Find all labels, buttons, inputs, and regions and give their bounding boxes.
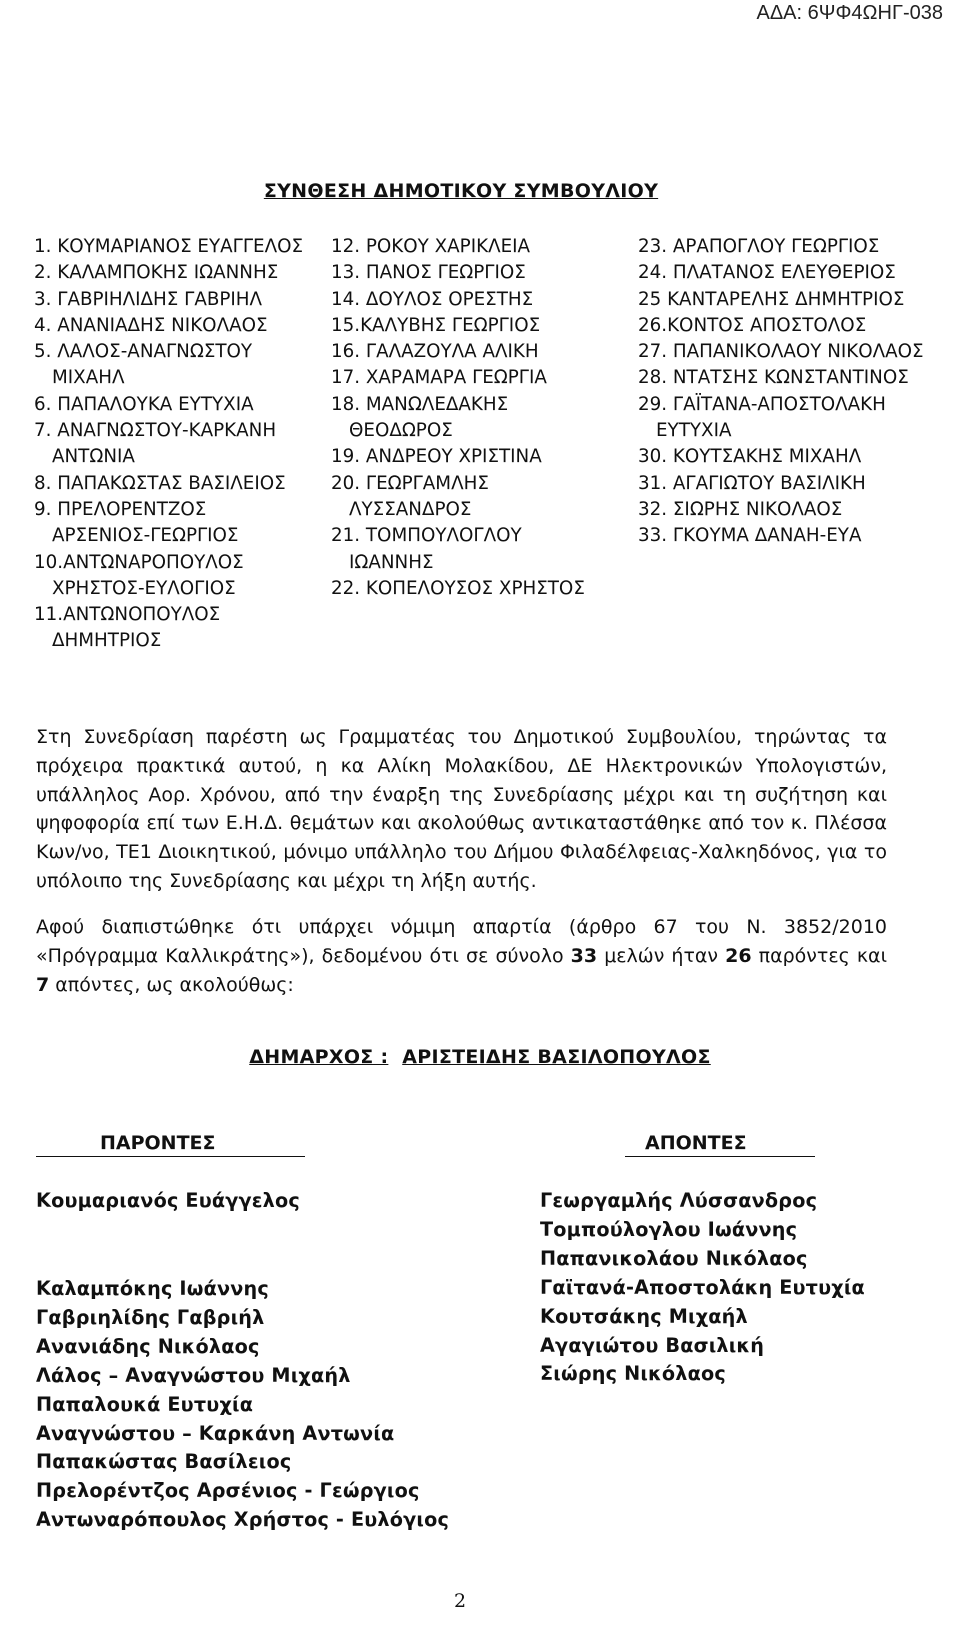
council-member-continuation: ΔΗΜΗΤΡΙΟΣ bbox=[52, 630, 162, 652]
council-member: 19. ΑΝΔΡΕΟΥ ΧΡΙΣΤΙΝΑ bbox=[331, 446, 542, 468]
absent-list bbox=[540, 1187, 865, 1389]
quorum-paragraph bbox=[36, 913, 887, 999]
council-column-3 bbox=[638, 234, 924, 550]
council-member: 3. ΓΑΒΡΙΗΛΙΔΗΣ ΓΑΒΡΙΗΛ bbox=[34, 288, 263, 310]
council-member: 6. ΠΑΠΑΛΟΥΚΑ ΕΥΤΥΧΙΑ bbox=[34, 393, 254, 415]
council-member: 5. ΛΑΛΟΣ-ΑΝΑΓΝΩΣΤΟΥ bbox=[34, 341, 253, 363]
council-member-continuation: ΧΡΗΣΤΟΣ-ΕΥΛΟΓΙΟΣ bbox=[52, 577, 236, 599]
quorum-text: παρόντες και bbox=[751, 944, 887, 967]
council-member: 32. ΣΙΩΡΗΣ ΝΙΚΟΛΑΟΣ bbox=[638, 498, 843, 520]
council-member: 30. ΚΟΥΤΣΑΚΗΣ ΜΙΧΑΗΛ bbox=[638, 446, 862, 468]
council-member: 10.ΑΝΤΩΝΑΡΟΠΟΥΛΟΣ bbox=[34, 551, 244, 573]
absent-member: Σιώρης Νικόλαος bbox=[540, 1362, 726, 1386]
council-member: 4. ΑΝΑΝΙΑΔΗΣ ΝΙΚΟΛΑΟΣ bbox=[34, 314, 268, 336]
present-member: Λάλος – Αναγνώστου Μιχαήλ bbox=[36, 1363, 351, 1387]
council-member: 17. ΧΑΡΑΜΑΡΑ ΓΕΩΡΓΙΑ bbox=[331, 367, 547, 389]
council-member-continuation: ΑΡΣΕΝΙΟΣ-ΓΕΩΡΓΙΟΣ bbox=[52, 525, 239, 547]
total-members: 33 bbox=[570, 944, 598, 967]
council-member: 7. ΑΝΑΓΝΩΣΤΟΥ-ΚΑΡΚΑΝΗ bbox=[34, 420, 277, 442]
council-member: 13. ΠΑΝΟΣ ΓΕΩΡΓΙΟΣ bbox=[331, 262, 526, 284]
absent-member: Κουτσάκης Μιχαήλ bbox=[540, 1304, 748, 1328]
council-member: 28. ΝΤΑΤΣΗΣ ΚΩΝΣΤΑΝΤΙΝΟΣ bbox=[638, 367, 909, 389]
council-column-1 bbox=[34, 234, 303, 655]
present-member: Πρελορέντζος Αρσένιος - Γεώργιος bbox=[36, 1479, 420, 1503]
council-member: 20. ΓΕΩΡΓΑΜΛΗΣ bbox=[331, 472, 489, 494]
present-member: Γαβριηλίδης Γαβριήλ bbox=[36, 1305, 265, 1329]
absent-member: Αγαγιώτου Βασιλική bbox=[540, 1333, 765, 1357]
council-member: 8. ΠΑΠΑΚΩΣΤΑΣ ΒΑΣΙΛΕΙΟΣ bbox=[34, 472, 286, 494]
present-list bbox=[36, 1275, 449, 1535]
ada-code: ΑΔΑ: 6ΨΦ4ΩΗΓ-038 bbox=[756, 2, 943, 24]
council-member-continuation: ΕΥΤΥΧΙΑ bbox=[656, 420, 732, 442]
council-member: 25 ΚΑΝΤΑΡΕΛΗΣ ΔΗΜΗΤΡΙΟΣ bbox=[638, 288, 905, 310]
council-member: 2. ΚΑΛΑΜΠΟΚΗΣ ΙΩΑΝΝΗΣ bbox=[34, 262, 279, 284]
council-member: 21. ΤΟΜΠΟΥΛΟΓΛΟΥ bbox=[331, 525, 522, 547]
present-header: ΠΑΡΟΝΤΕΣ bbox=[36, 1132, 305, 1157]
secretary-paragraph: Στη Συνεδρίαση παρέστη ως Γραμματέας του Δημοτικού Συμβουλίου, τηρώντας τα πρόχειρα πρακτικά αυτού, η κα Αλίκη Μολακίδου, ΔΕ Ηλεκτρονικών Υπολογιστών, υπάλληλος Αορ. Χρόνου, από την έναρξη της Συνεδρίασης μέχρι και τη συζήτηση και ψηφοφορία επί των Ε.Η.Δ. θεμάτων και ακολούθως αντικαταστάθηκε από τον κ. Πλέσσα Κων/νο, ΤΕ1 Διοικητικού, μόνιμο υπάλληλο του Δήμου Φιλαδέλφειας-Χαλκηδόνος, για το υπόλοιπο της Συνεδρίασης και μέχρι τη λήξη αυτής. bbox=[36, 726, 887, 892]
absent-header: ΑΠΟΝΤΕΣ bbox=[625, 1132, 815, 1157]
council-member: 23. ΑΡΑΠΟΓΛΟΥ ΓΕΩΡΓΙΟΣ bbox=[638, 236, 880, 257]
present-member: Παπαλουκά Ευτυχία bbox=[36, 1392, 254, 1416]
present-member: Κουμαριανός Ευάγγελος bbox=[36, 1189, 300, 1212]
council-member-continuation: ΜΙΧΑΗΛ bbox=[52, 367, 125, 389]
council-member: 9. ΠΡΕΛΟΡΕΝΤΖΟΣ bbox=[34, 498, 207, 520]
council-member: 33. ΓΚΟΥΜΑ ΔΑΝΑΗ-ΕΥΑ bbox=[638, 525, 862, 547]
council-column-2 bbox=[331, 234, 585, 602]
council-member: 15.ΚΑΛΥΒΗΣ ΓΕΩΡΓΙΟΣ bbox=[331, 314, 541, 336]
present-member: Αντωναρόπουλος Χρήστος - Ευλόγιος bbox=[36, 1508, 450, 1532]
page-title: ΣΥΝΘΕΣΗ ΔΗΜΟΤΙΚΟΥ ΣΥΜΒΟΥΛΙΟΥ bbox=[263, 180, 659, 202]
council-member: 26.ΚΟΝΤΟΣ ΑΠΟΣΤΟΛΟΣ bbox=[638, 314, 867, 336]
present-count: 26 bbox=[725, 944, 752, 967]
absent-member: Τομπούλογλου Ιωάννης bbox=[540, 1217, 798, 1241]
council-member-continuation: ΛΥΣΣΑΝΔΡΟΣ bbox=[349, 498, 472, 520]
absent-member: Γεωργαμλής Λύσσανδρος bbox=[540, 1189, 818, 1212]
council-member: 16. ΓΑΛΑΖΟΥΛΑ ΑΛΙΚΗ bbox=[331, 341, 539, 363]
council-member: 11.ΑΝΤΩΝΟΠΟΥΛΟΣ bbox=[34, 604, 221, 626]
council-member: 18. ΜΑΝΩΛΕΔΑΚΗΣ bbox=[331, 393, 509, 415]
council-member: 1. ΚΟΥΜΑΡΙΑΝΟΣ ΕΥΑΓΓΕΛΟΣ bbox=[34, 236, 304, 257]
council-member-continuation: ΙΩΑΝΝΗΣ bbox=[349, 551, 434, 573]
page-number: 2 bbox=[453, 1590, 467, 1612]
council-member-continuation: ΘΕΟΔΩΡΟΣ bbox=[349, 420, 453, 442]
absent-member: Παπανικολάου Νικόλαος bbox=[540, 1246, 808, 1270]
present-member: Αναγνώστου – Καρκάνη Αντωνία bbox=[36, 1421, 395, 1445]
mayor-line bbox=[0, 1046, 960, 1068]
council-member: 29. ΓΑΪΤΑΝΑ-ΑΠΟΣΤΟΛΑΚΗ bbox=[638, 393, 886, 415]
mayor-name: ΑΡΙΣΤΕΙΔΗΣ ΒΑΣΙΛΟΠΟΥΛΟΣ bbox=[402, 1046, 711, 1068]
absent-member: Γαϊτανά-Αποστολάκη Ευτυχία bbox=[540, 1275, 865, 1299]
absent-count: 7 bbox=[36, 973, 50, 996]
council-member: 14. ΔΟΥΛΟΣ ΟΡΕΣΤΗΣ bbox=[331, 288, 534, 310]
present-member: Ανανιάδης Νικόλαος bbox=[36, 1334, 260, 1358]
present-list-first bbox=[36, 1187, 300, 1216]
council-member: 22. ΚΟΠΕΛΟΥΣΟΣ ΧΡΗΣΤΟΣ bbox=[331, 577, 585, 599]
council-member: 24. ΠΛΑΤΑΝΟΣ ΕΛΕΥΘΕΡΙΟΣ bbox=[638, 262, 896, 284]
mayor-label: ΔΗΜΑΡΧΟΣ : bbox=[249, 1046, 389, 1068]
council-member: 27. ΠΑΠΑΝΙΚΟΛΑΟΥ ΝΙΚΟΛΑΟΣ bbox=[638, 341, 924, 363]
present-member: Παπακώστας Βασίλειος bbox=[36, 1450, 292, 1474]
council-member-continuation: ΑΝΤΩΝΙΑ bbox=[52, 446, 135, 468]
quorum-text: απόντες, ως ακολούθως: bbox=[49, 973, 294, 996]
quorum-text: Αφού διαπιστώθηκε ότι υπάρχει νόμιμη απαρτία (άρθρο 67 του Ν. 3852/2010 «Πρόγραμμα Καλλικράτης»), δεδομένου ότι σε σύνολο bbox=[36, 916, 887, 967]
council-member: 31. ΑΓΑΓΙΩΤΟΥ ΒΑΣΙΛΙΚΗ bbox=[638, 472, 866, 494]
present-member: Καλαμπόκης Ιωάννης bbox=[36, 1277, 269, 1300]
council-member: 12. ΡΟΚΟΥ ΧΑΡΙΚΛΕΙΑ bbox=[331, 236, 531, 257]
quorum-text: μελών ήταν bbox=[597, 944, 726, 967]
